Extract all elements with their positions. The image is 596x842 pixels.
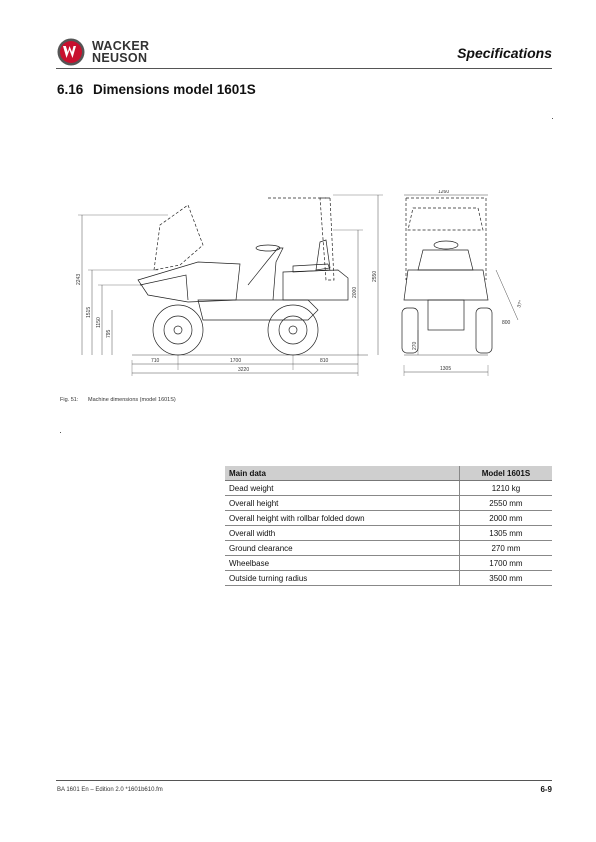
row-label: Outside turning radius <box>225 571 459 586</box>
dim-angle: 37° <box>516 299 525 309</box>
logo-brand-line1: WACKER <box>92 39 150 53</box>
row-value: 1700 mm <box>459 556 552 571</box>
page-number: 6-9 <box>540 785 552 794</box>
row-value: 1210 kg <box>459 481 552 496</box>
stray-mark <box>552 118 553 119</box>
dim-height-folded: 2000 <box>352 286 358 298</box>
table-row <box>225 526 552 541</box>
section-title: Dimensions model 1601S <box>93 82 256 97</box>
row-label: Overall width <box>225 526 459 541</box>
dim-front-overhang: 710 <box>151 358 160 364</box>
dim-h2: 1515 <box>86 306 92 318</box>
table-row <box>225 571 552 586</box>
row-label: Overall height <box>225 496 459 511</box>
dim-ground-clearance: 270 <box>412 341 418 350</box>
column-header-main-data: Main data <box>225 466 459 481</box>
wacker-neuson-logo <box>56 37 186 67</box>
section-number: 6.16 <box>57 82 84 97</box>
main-data-table <box>225 466 552 586</box>
section-heading <box>57 82 256 97</box>
table-header-row <box>225 466 552 481</box>
logo-brand-line2: NEUSON <box>92 51 148 65</box>
dim-overall-height: 2550 <box>372 270 378 282</box>
dim-h4: 795 <box>106 329 112 338</box>
dim-h1: 2243 <box>76 273 82 285</box>
row-value: 270 mm <box>459 541 552 556</box>
row-label: Wheelbase <box>225 556 459 571</box>
row-label: Ground clearance <box>225 541 459 556</box>
footer-edition: BA 1601 En – Edition 2.0 *1601b610.fm <box>57 787 163 793</box>
row-label: Dead weight <box>225 481 459 496</box>
table-row <box>225 481 552 496</box>
row-value: 1305 mm <box>459 526 552 541</box>
row-label: Overall height with rollbar folded down <box>225 511 459 526</box>
figure-caption-label: Fig. 51: <box>60 397 79 403</box>
dim-h3: 1150 <box>96 317 102 328</box>
column-header-model: Model 1601S <box>459 466 552 481</box>
table-row <box>225 556 552 571</box>
row-value: 2550 mm <box>459 496 552 511</box>
dim-side: 800 <box>502 320 511 326</box>
stray-mark <box>60 432 61 433</box>
header-title: Specifications <box>457 45 552 61</box>
row-value: 2000 mm <box>459 511 552 526</box>
dim-wheelbase: 1700 <box>230 358 242 364</box>
table-row <box>225 511 552 526</box>
header-divider <box>56 68 552 69</box>
logo-emblem-icon <box>56 37 88 67</box>
table-row <box>225 541 552 556</box>
dim-overall-length: 3220 <box>238 367 250 373</box>
dim-rear-overhang: 810 <box>320 358 329 364</box>
table-row <box>225 496 552 511</box>
row-value: 3500 mm <box>459 571 552 586</box>
dim-top-width: 1260 <box>438 190 450 195</box>
figure-caption <box>60 397 176 403</box>
dim-overall-width: 1305 <box>440 366 452 372</box>
machine-dimensions-drawing <box>68 190 548 380</box>
footer-divider <box>56 780 552 781</box>
figure-caption-text: Machine dimensions (model 1601S) <box>88 397 176 403</box>
